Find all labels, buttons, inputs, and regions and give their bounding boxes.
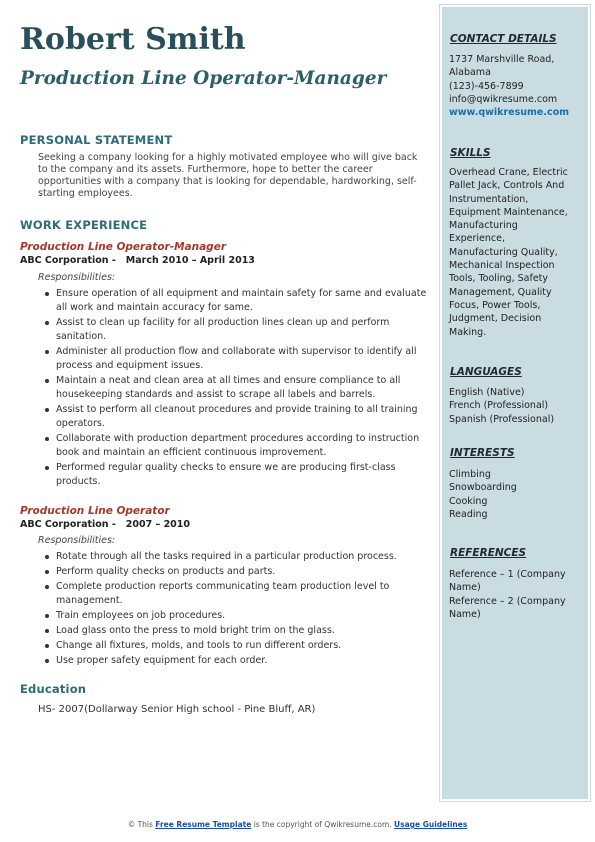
interest-item: Cooking — [449, 495, 488, 507]
skills-line: Management, Quality — [449, 286, 552, 298]
job-dates: 2007 – 2010 — [125, 519, 191, 530]
interest-item: Snowboarding — [449, 482, 517, 494]
contact-details — [449, 53, 581, 119]
skills-line: Overhead Crane, Electric — [449, 167, 568, 178]
contact-heading: CONTACT DETAILS — [450, 33, 557, 45]
list-item: Change all fixtures, molds, and tools to run different orders. — [56, 639, 438, 653]
references-list — [449, 568, 581, 621]
address-line: 1737 Marshville Road, — [449, 54, 555, 65]
skills-line: Manufacturing Quality, — [449, 246, 558, 258]
job-company-dates — [20, 255, 255, 266]
skills-line: Focus, Power Tools, — [449, 299, 541, 311]
list-item: Assist to perform all cleanout procedures and provide training to all training operators. — [56, 403, 438, 431]
interest-item: Climbing — [449, 469, 491, 480]
job-title: Production Line Operator-Manager — [20, 241, 226, 253]
reference-line: Reference – 2 (Company — [449, 595, 566, 607]
interest-item: Reading — [449, 508, 488, 520]
responsibilities-label: Responsibilities: — [38, 535, 116, 546]
phone: (123)-456-7899 — [449, 80, 524, 92]
footer-prefix: © This — [127, 820, 153, 829]
list-item: Train employees on job procedures. — [56, 609, 438, 623]
education-entry: HS- 2007(Dollarway Senior High school - Pine Bluff, AR) — [38, 704, 316, 715]
email[interactable]: info@qwikresume.com — [449, 93, 558, 105]
education-heading: Education — [20, 682, 87, 696]
language-item: English (Native) — [449, 387, 525, 398]
skills-line: Pallet Jack, Controls And — [449, 180, 565, 192]
languages-heading: LANGUAGES — [450, 366, 522, 378]
job-title: Production Line Operator — [20, 505, 170, 517]
reference-line: Name) — [449, 582, 481, 594]
website-link[interactable]: www.qwikresume.com — [449, 107, 570, 119]
skills-line: Equipment Maintenance, — [449, 206, 568, 218]
job-company-dates — [20, 519, 190, 530]
list-item: Collaborate with production department procedures according to instruction book and maintain an efficient continuous improvement. — [56, 432, 438, 460]
list-item: Maintain a neat and clean area at all times and ensure compliance to all housekeeping standards and assist to scrape all labels and barrels. — [56, 374, 438, 402]
job-dates: March 2010 – April 2013 — [125, 255, 255, 266]
language-item: French (Professional) — [449, 400, 549, 412]
list-item: Complete production reports communicating team production level to management. — [56, 580, 438, 608]
job-company: ABC Corporation - — [20, 255, 116, 266]
list-item: Performed regular quality checks to ensure we are producing first-class products. — [56, 461, 438, 489]
list-item: Load glass onto the press to mold bright trim on the glass. — [56, 624, 438, 638]
skills-line: Manufacturing — [449, 220, 518, 232]
skills-line: Judgment, Decision — [449, 313, 542, 325]
skills-list — [449, 166, 581, 339]
list-item: Assist to clean up facility for all production lines clean up and perform sanitation. — [56, 316, 438, 344]
job-bullets — [38, 550, 438, 669]
references-heading: REFERENCES — [450, 547, 527, 559]
skills-heading: SKILLS — [450, 147, 491, 159]
footer-copyright: is the copyright of Qwikresume.com. — [253, 820, 392, 829]
free-resume-template-link[interactable]: Free Resume Template — [155, 820, 252, 829]
work-experience-heading: WORK EXPERIENCE — [20, 218, 148, 232]
interests-list — [449, 468, 581, 521]
personal-statement-heading: PERSONAL STATEMENT — [20, 133, 173, 147]
list-item: Use proper safety equipment for each order. — [56, 654, 438, 668]
languages-list — [449, 386, 581, 426]
language-item: Spanish (Professional) — [449, 413, 555, 425]
list-item: Ensure operation of all equipment and maintain safety for same and evaluate all work and maintain accuracy for same. — [56, 287, 438, 315]
personal-statement-text: Seeking a company looking for a highly motivated employee who will give back to the company and its assets. Furthermore, hope to better the career opportunities with a company that is looking for dependable, hardworking, self-starting employees. — [38, 152, 418, 199]
skills-line: Mechanical Inspection — [449, 260, 555, 272]
candidate-name: Robert Smith — [20, 22, 246, 57]
footer — [0, 820, 595, 829]
interests-heading: INTERESTS — [450, 447, 515, 459]
address-line: Alabama — [449, 67, 491, 79]
list-item: Perform quality checks on products and parts. — [56, 565, 438, 579]
job-bullets — [38, 287, 438, 490]
responsibilities-label: Responsibilities: — [38, 272, 116, 283]
job-company: ABC Corporation - — [20, 519, 116, 530]
list-item: Administer all production flow and collaborate with supervisor to identify all process and equipment issues. — [56, 345, 438, 373]
skills-line: Making. — [449, 326, 487, 338]
candidate-title: Production Line Operator-Manager — [20, 68, 387, 89]
reference-line: Reference – 1 (Company — [449, 569, 566, 580]
skills-line: Instrumentation, — [449, 193, 529, 205]
skills-line: Experience, — [449, 233, 505, 245]
usage-guidelines-link[interactable]: Usage Guidelines — [394, 820, 468, 829]
list-item: Rotate through all the tasks required in a particular production process. — [56, 550, 438, 564]
skills-line: Tools, Tooling, Safety — [449, 273, 549, 285]
reference-line: Name) — [449, 608, 481, 620]
